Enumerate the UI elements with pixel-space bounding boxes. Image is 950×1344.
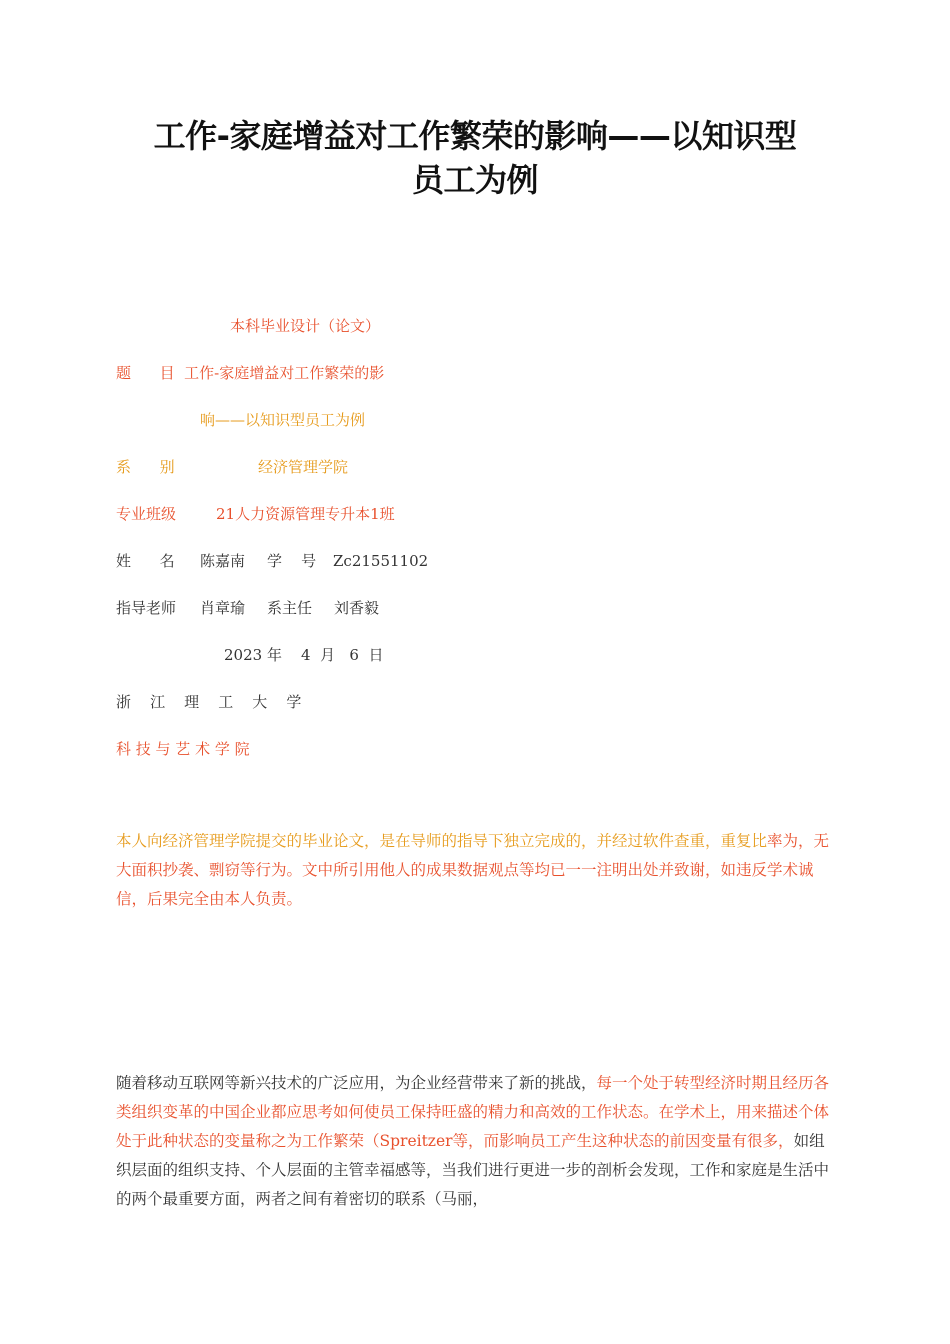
topic-label: 题 目: [116, 364, 175, 382]
title-line-2: 员工为例: [411, 161, 538, 199]
topic-value-2: 响——以知识型员工为例: [200, 411, 366, 429]
cover-heading: 本科毕业设计（论文）: [230, 317, 381, 335]
intro-part-1: 随着移动互联网等新兴技术的广泛应用，为企业经营带来了新的挑战，: [116, 1074, 597, 1092]
intro-part-3: 如组织层面的组织支持、个人层面的主管幸福感等，当我们进行更进一步的剖析会发现，工作和家庭是生活中的两个最重要方面，两者之间有着密切的联系（马丽，: [116, 1132, 830, 1208]
chair-value: 刘香毅: [334, 599, 380, 617]
cover-date: 2023 年 4 月 6 日: [224, 646, 384, 664]
dept-row: [116, 457, 175, 477]
id-label: 学 号: [267, 552, 317, 570]
class-value: 21人力资源管理专升本1班: [216, 505, 395, 523]
intro-paragraph: [116, 1069, 836, 1214]
advisor-value: 肖章瑜: [200, 599, 246, 617]
college-name: 科 技 与 艺 术 学 院: [116, 740, 250, 758]
dept-label: 系 别: [116, 458, 175, 476]
topic-row: [116, 363, 384, 383]
declaration-part-2: 率为，无大面积抄袭、剽窃等行为。文中所引用他人的成果数据观点等均已一一注明出处并致谢，如违反学术诚信，后果完全由本人负责。: [116, 832, 830, 908]
topic-value-1: 工作-家庭增益对工作繁荣的影: [184, 364, 385, 382]
name-label: 姓 名: [116, 552, 175, 570]
declaration-paragraph: [116, 827, 836, 914]
advisor-label: 指导老师: [116, 599, 177, 617]
title-line-1: 工作-家庭增益对工作繁荣的影响——以知识型: [153, 117, 797, 155]
class-label: 专业班级: [116, 505, 177, 523]
dept-value: 经济管理学院: [258, 458, 349, 476]
declaration-part-1: 本人向经济管理学院提交的毕业论文，是在导师的指导下独立完成的，并经过软件查重，重复比: [116, 832, 768, 850]
university-name: 浙 江 理 工 大 学: [116, 693, 302, 711]
id-value: Zc21551102: [333, 552, 429, 570]
chair-label: 系主任: [267, 599, 313, 617]
document-title: [100, 114, 850, 202]
intro-part-2: 每一个处于转型经济时期且经历各类组织变革的中国企业都应思考如何使员工保持旺盛的精力和高效的工作状态。在学术上，用来描述个体处于此种状态的变量称之为工作繁荣（Spreitzer等，而影响员工产生这种状态的前因变量有很多，: [116, 1074, 830, 1150]
name-value: 陈嘉南: [200, 552, 246, 570]
